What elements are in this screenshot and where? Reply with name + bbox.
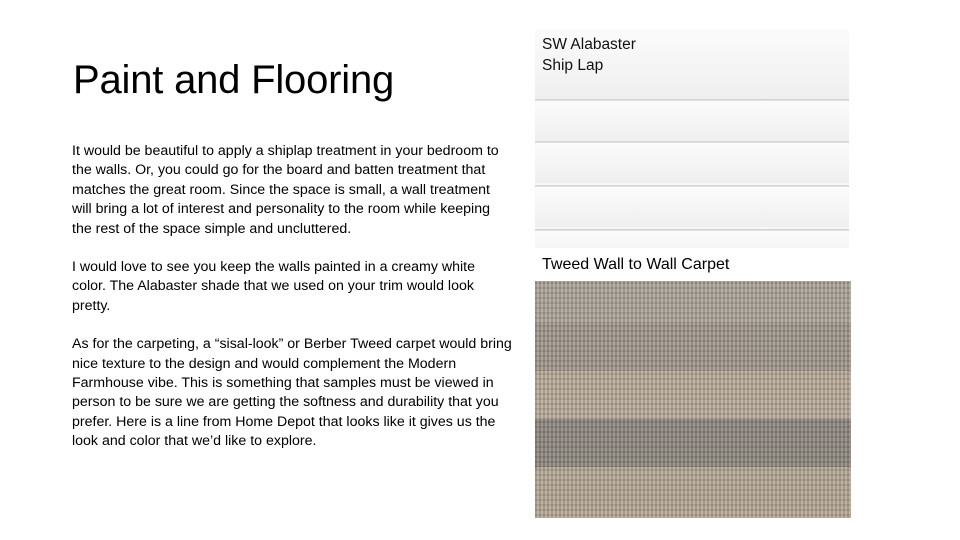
paragraph-shiplap: It would be beautiful to apply a shiplap treatment in your bedroom to the walls. Or, you could go for the board and batten treatment that matches the great room. Since the space is small, a wall treatment will bring a lot of interest and personality to the room while keeping the rest of the space simple and uncluttered. [72, 143, 499, 237]
paint-swatch-label [542, 34, 636, 76]
paint-finish: Ship Lap [542, 57, 604, 74]
paint-name: SW Alabaster [542, 36, 636, 53]
shiplap-board [535, 101, 849, 141]
carpet-band [535, 467, 851, 518]
carpet-band [535, 323, 851, 375]
shiplap-board [535, 187, 849, 227]
shiplap-swatch-image [535, 29, 849, 248]
carpet-swatch-label: Tweed Wall to Wall Carpet [542, 256, 730, 273]
carpet-band [535, 371, 851, 423]
paragraph-carpet: As for the carpeting, a “sisal-look” or Berber Tweed carpet would bring nice texture to the design and would complement the Modern Farmhouse vibe. This is something that samples must be viewed in person to be sure we are getting the softness and durability that you prefer. Here is a line from Home Depot that looks like it gives us the look and color that we’d like to explore. [72, 336, 512, 450]
paragraph-paint: I would love to see you keep the walls painted in a creamy white color. The Alabaster shade that we used on your trim would look pretty. [72, 259, 475, 314]
carpet-band [535, 281, 851, 327]
shiplap-board [535, 231, 849, 248]
body-text [72, 142, 512, 471]
shiplap-board [535, 143, 849, 183]
slide-title: Paint and Flooring [73, 58, 395, 102]
carpet-swatch-image [535, 281, 851, 518]
carpet-band [535, 419, 851, 471]
